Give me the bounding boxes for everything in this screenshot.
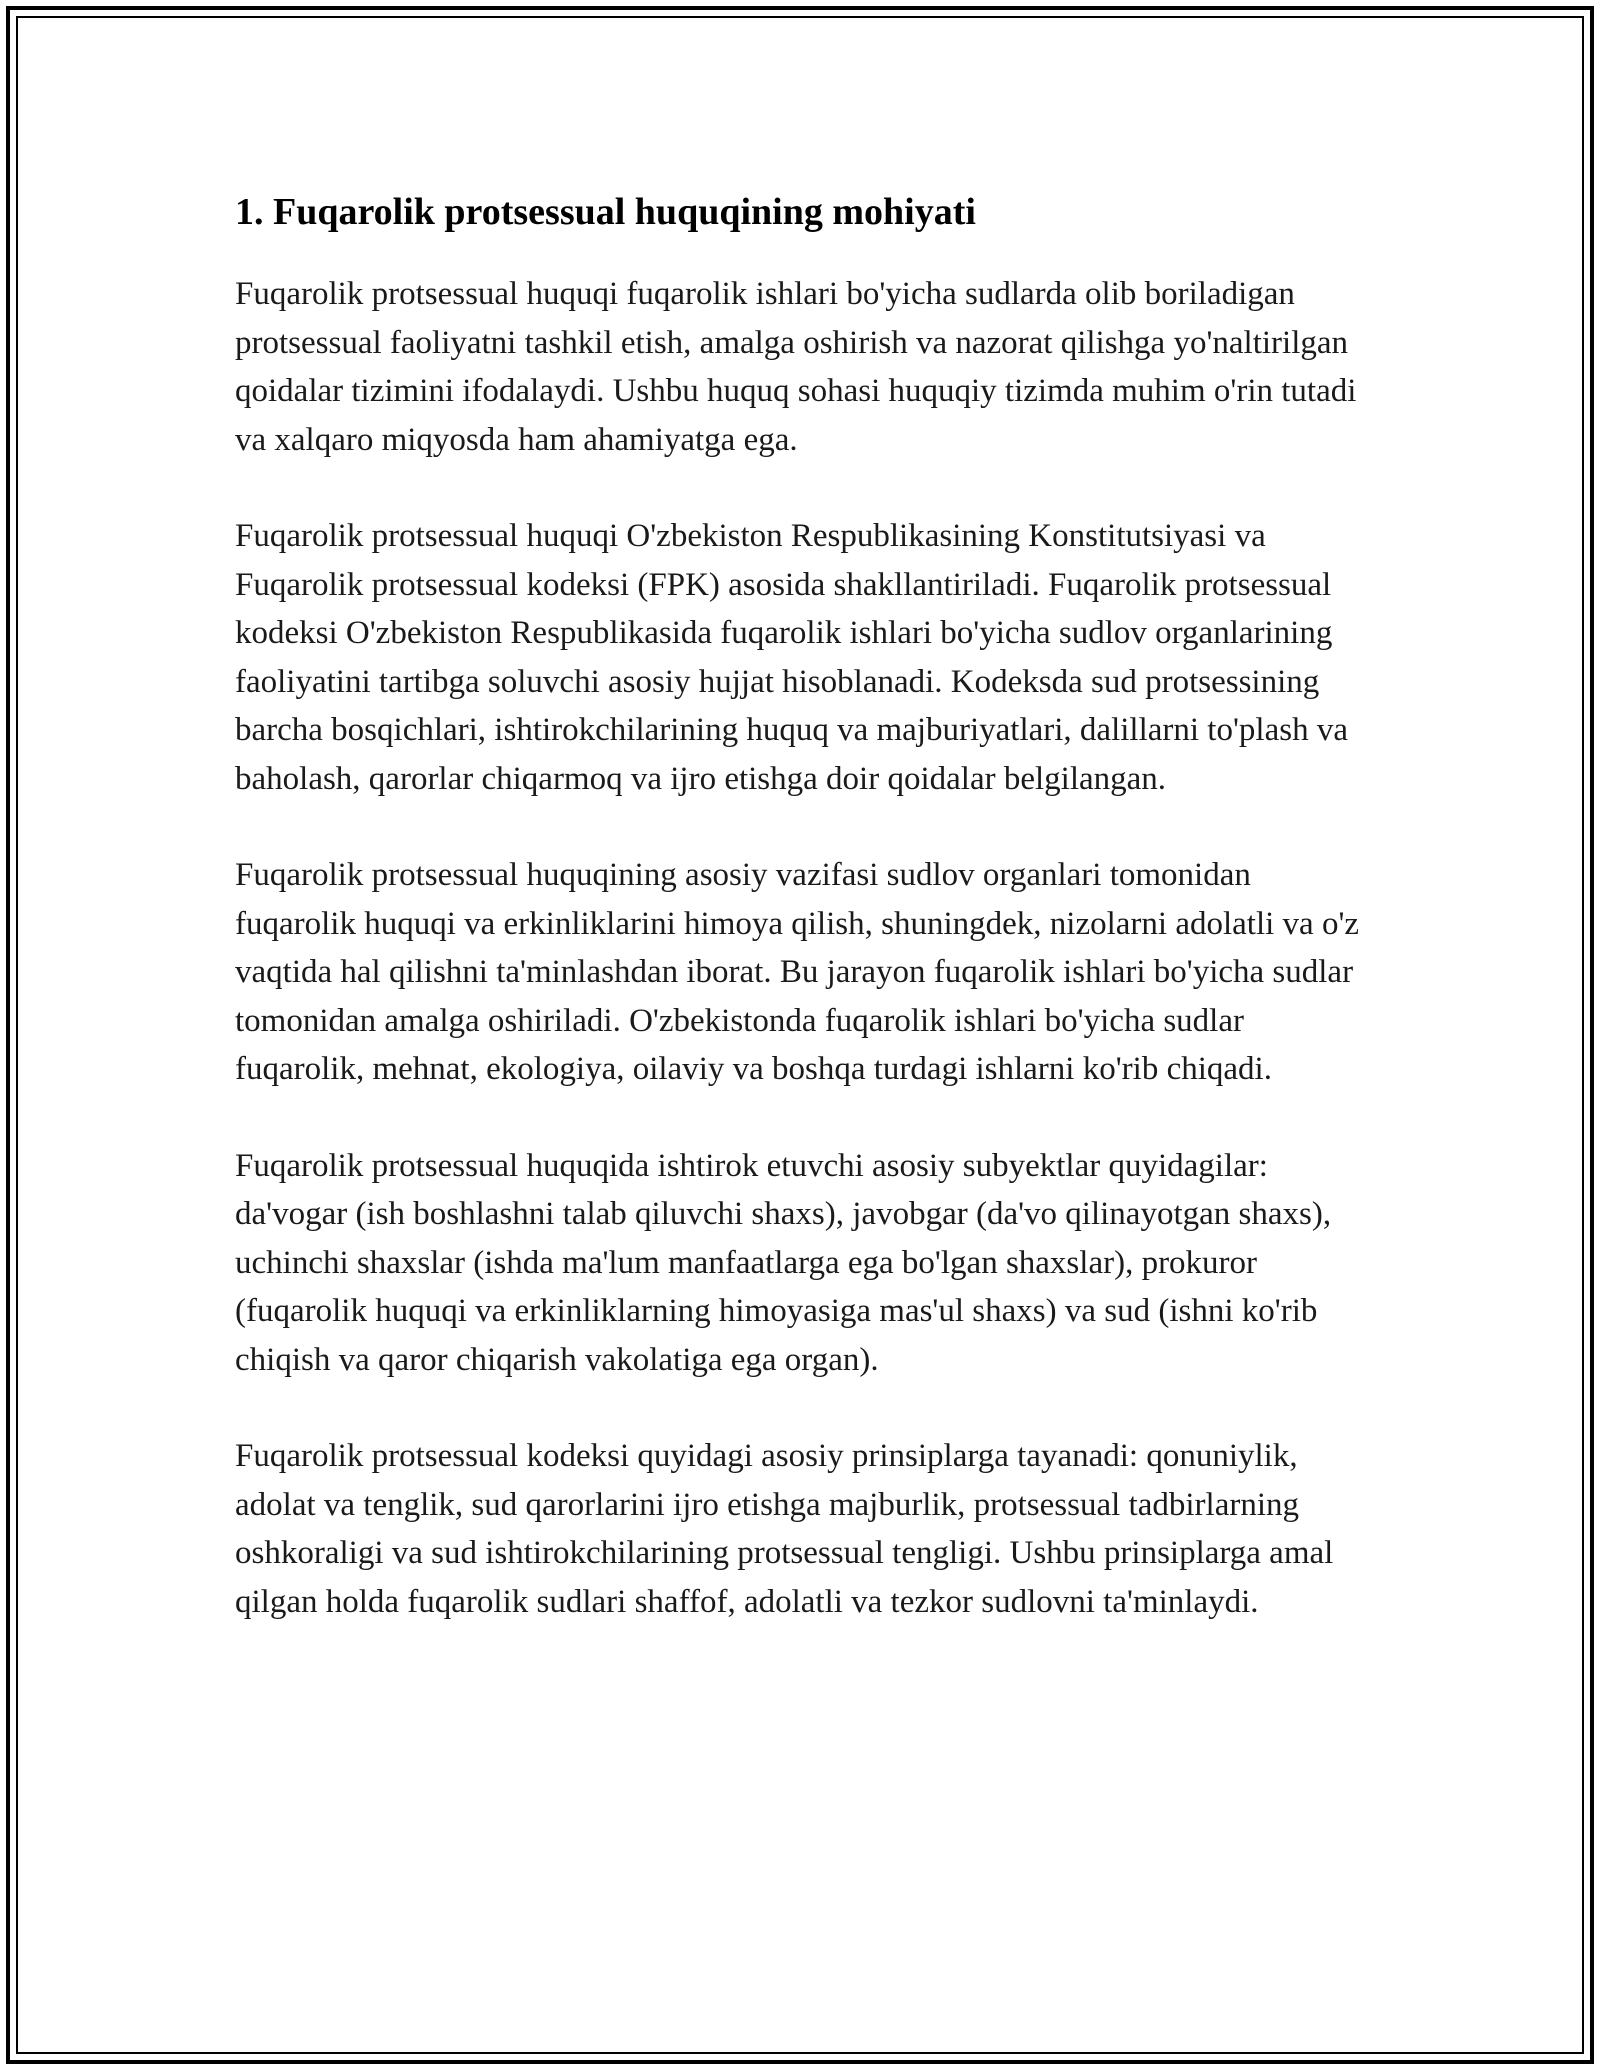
paragraph-1: Fuqarolik protsessual huquqi fuqarolik ishlari bo'yicha sudlarda olib boriladigan protsessual faoliyatni tashkil etish, amalga oshirish va nazorat qilishga yo'naltirilgan qoidalar tizimini ifodalaydi. Ushbu huquq sohasi huquqiy tizimda muhim o'rin tutadi va xalqaro miqyosda ham ahamiyatga ega. bbox=[235, 276, 1357, 458]
section-heading: 1. Fuqarolik protsessual huquqining mohiyati bbox=[235, 191, 976, 233]
paragraph-4: Fuqarolik protsessual huquqida ishtirok etuvchi asosiy subyektlar quyidagilar: da'vogar (ish boshlashni talab qiluvchi shaxs), javobgar (da'vo qilinayotgan shaxs), uchinchi shaxslar (ishda ma'lum manfaatlarga ega bo'lgan shaxslar), prokuror (fuqarolik huquqi va erkinliklarning himoyasiga mas'ul shaxs) va sud (ishni ko'rib chiqish va qaror chiqarish vakolatiga ega organ). bbox=[235, 1147, 1332, 1378]
paragraph-5: Fuqarolik protsessual kodeksi quyidagi asosiy prinsiplarga tayanadi: qonuniylik, adolat va tenglik, sud qarorlarini ijro etishga majburlik, protsessual tadbirlarning oshkoraligi va sud ishtirokchilarining protsessual tengligi. Ushbu prinsiplarga amal qilgan holda fuqarolik sudlari shaffof, adolatli va tezkor sudlovni ta'minlaydi. bbox=[235, 1438, 1334, 1620]
paragraph-2: Fuqarolik protsessual huquqi O'zbekiston Respublikasining Konstitutsiyasi va Fuqarolik protsessual kodeksi (FPK) asosida shakllantiriladi. Fuqarolik protsessual kodeksi O'zbekiston Respublikasida fuqarolik ishlari bo'yicha sudlov organlarining faoliyatini tartibga soluvchi asosiy hujjat hisoblanadi. Kodeksda sud protsessining barcha bosqichlari, ishtirokchilarining huquq va majburiyatlari, dalillarni to'plash va baholash, qarorlar chiqarmoq va ijro etishga doir qoidalar belgilangan. bbox=[235, 518, 1348, 797]
paragraph-3: Fuqarolik protsessual huquqining asosiy vazifasi sudlov organlari tomonidan fuqarolik huquqi va erkinliklarini himoya qilish, shuningdek, nizolarni adolatli va o'z vaqtida hal qilishni ta'minlashdan iborat. Bu jarayon fuqarolik ishlari bo'yicha sudlar tomonidan amalga oshiriladi. O'zbekistonda fuqarolik ishlari bo'yicha sudlar fuqarolik, mehnat, ekologiya, oilaviy va boshqa turdagi ishlarni ko'rib chiqadi. bbox=[235, 857, 1360, 1087]
document-body bbox=[235, 188, 1375, 1674]
